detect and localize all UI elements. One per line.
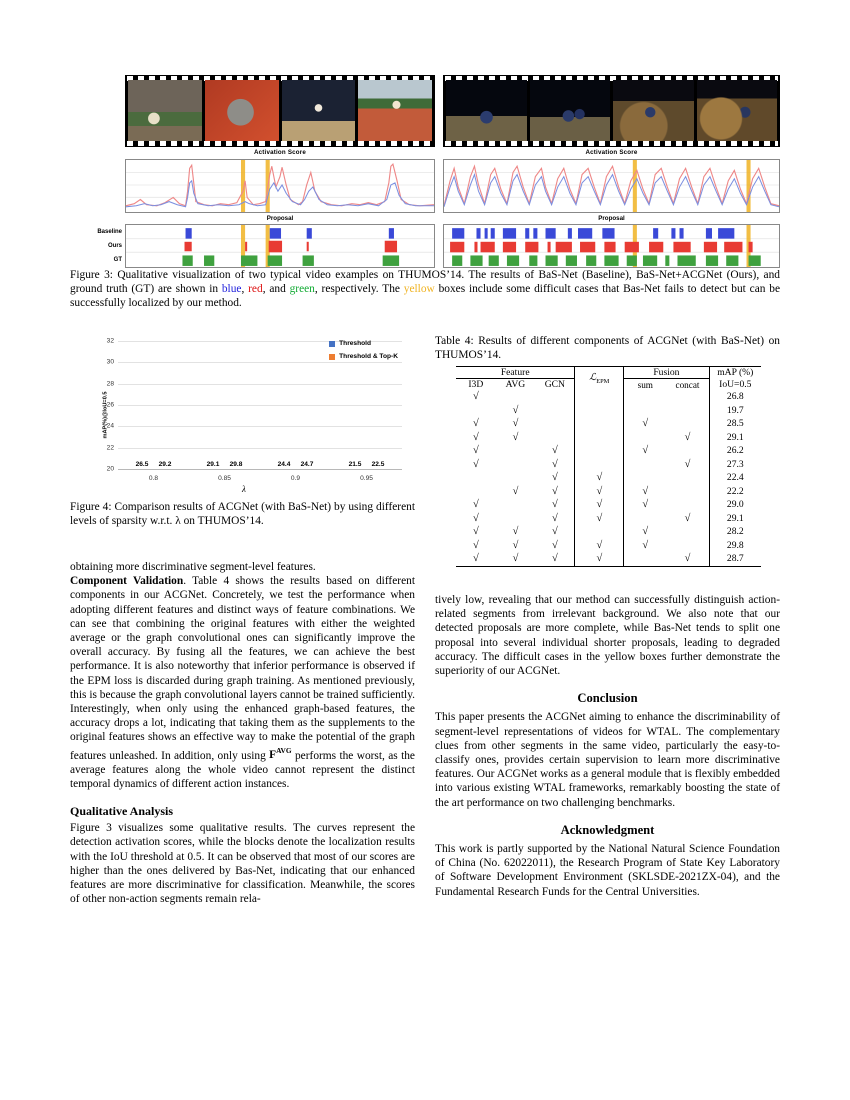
cell-concat — [666, 471, 709, 485]
chart-y-tick: 26 — [106, 401, 114, 409]
cell-map-value: 22.4 — [709, 471, 761, 485]
left-column-text — [70, 560, 415, 906]
cell-map-value: 29.0 — [709, 498, 761, 512]
checkmark-icon: √ — [684, 431, 691, 443]
chart-y-tick: 22 — [106, 444, 114, 452]
chart-bar-value: 26.5 — [135, 461, 149, 468]
video-frame — [530, 80, 611, 142]
proposal-title: Proposal — [266, 215, 294, 222]
cell-sum — [624, 512, 667, 526]
table-4-caption: Table 4: Results of different components of ACGNet (with BaS-Net) on THUMOS’14. — [435, 335, 780, 362]
header-group-fusion: Fusion — [624, 367, 709, 379]
fig3-caption-red: red — [248, 283, 263, 296]
chart-y-tick: 32 — [106, 337, 114, 345]
cell-map-value: 26.8 — [709, 390, 761, 404]
checkmark-icon: √ — [684, 553, 691, 564]
qualitative-analysis-heading: Qualitative Analysis — [70, 804, 174, 819]
figure-4-caption: Figure 4: Comparison results of ACGNet (with BaS-Net) by using different levels of sparsity w.r.t. λ on THUMOS’14. — [70, 501, 415, 528]
cell-sum — [624, 404, 667, 418]
header-group-map: mAP (%) — [709, 367, 761, 379]
cell-map-value: 22.2 — [709, 485, 761, 499]
cell-gcn — [535, 498, 575, 512]
cell-map-value: 29.1 — [709, 512, 761, 526]
cell-avg — [496, 431, 536, 445]
activation-score-plot-left — [125, 149, 435, 213]
cell-map-value: 19.7 — [709, 404, 761, 418]
checkmark-icon: √ — [642, 485, 649, 497]
header-i3d: I3D — [468, 379, 484, 390]
chart-bar-value: 24.7 — [300, 461, 314, 468]
proposal-row-labels — [74, 225, 122, 267]
chart-y-tick: 30 — [106, 358, 114, 366]
legend-label: Threshold — [339, 340, 372, 347]
proposal-plot-right — [443, 215, 780, 268]
cell-avg — [496, 471, 536, 485]
cell-i3d — [456, 539, 496, 553]
checkmark-icon: √ — [551, 526, 558, 537]
cell-avg — [496, 485, 536, 499]
header-iou: IoU=0.5 — [709, 379, 761, 391]
component-validation-heading: Component Validation — [70, 575, 184, 588]
checkmark-icon: √ — [551, 485, 558, 497]
fig3-caption-yellow: yellow — [403, 283, 435, 296]
cell-i3d — [456, 417, 496, 431]
chart-x-tick: 0.85 — [218, 475, 231, 482]
para-acknowledgment: This work is partly supported by the National Natural Science Foundation of China (No. 62022011), the Research Program of State Key Laboratory of Software Development Environment (SKLSDE-2021ZX-04), and the Fundamental Research Funds for the Central Universities. — [435, 843, 780, 898]
checkmark-icon: √ — [551, 553, 558, 564]
activation-score-title: Activation Score — [253, 149, 307, 156]
cell-map-value: 28.5 — [709, 417, 761, 431]
cell-map-value: 29.8 — [709, 539, 761, 553]
table-row — [456, 525, 761, 539]
table-row — [456, 552, 761, 566]
filmstrip-right — [443, 75, 780, 147]
cell-gcn — [535, 512, 575, 526]
cell-gcn — [535, 417, 575, 431]
checkmark-icon: √ — [472, 512, 479, 524]
cell-i3d — [456, 552, 496, 566]
video-frame — [697, 80, 778, 142]
chart-x-axis-label: λ — [242, 484, 246, 494]
checkmark-icon: √ — [642, 499, 649, 510]
cell-avg — [496, 539, 536, 553]
checkmark-icon: √ — [642, 539, 649, 551]
chart-bar-value: 21.5 — [348, 461, 362, 468]
cell-sum — [624, 431, 667, 445]
video-frame — [205, 80, 279, 142]
fig3-caption-sep2: , and — [262, 283, 290, 296]
cell-sum — [624, 471, 667, 485]
checkmark-icon: √ — [596, 472, 603, 483]
fig3-caption-part2: , respectively. The — [314, 283, 404, 296]
chart-y-axis-label: mAP(%)@IoU=0.5 — [102, 391, 109, 439]
fig3-caption-blue: blue — [221, 283, 242, 296]
cell-i3d — [456, 390, 496, 404]
cell-i3d — [456, 444, 496, 458]
checkmark-icon: √ — [596, 553, 603, 564]
cell-sum — [624, 552, 667, 566]
cell-gcn — [535, 471, 575, 485]
checkmark-icon: √ — [472, 526, 479, 537]
fig3-caption-sep1: , — [241, 283, 249, 296]
header-sum: sum — [624, 379, 667, 391]
cell-avg — [496, 444, 536, 458]
table-4 — [456, 366, 761, 567]
acknowledgment-heading: Acknowledgment — [560, 822, 655, 837]
checkmark-icon: √ — [512, 431, 519, 443]
cell-sum — [624, 458, 667, 472]
cell-concat — [666, 431, 709, 445]
filmstrip-left — [125, 75, 435, 147]
cell-map-value: 28.2 — [709, 525, 761, 539]
cell-avg — [496, 404, 536, 418]
cell-concat — [666, 552, 709, 566]
table-row — [456, 444, 761, 458]
table-row — [456, 431, 761, 445]
cell-avg — [496, 417, 536, 431]
checkmark-icon: √ — [472, 553, 479, 564]
cell-concat — [666, 390, 709, 404]
video-frame — [282, 80, 356, 142]
cell-concat — [666, 404, 709, 418]
cell-i3d — [456, 525, 496, 539]
chart-y-tick: 28 — [106, 380, 114, 388]
legend-swatch-icon — [329, 354, 335, 360]
chart-x-tick: 0.95 — [360, 475, 373, 482]
cell-sum — [624, 444, 667, 458]
checkmark-icon: √ — [642, 526, 649, 537]
video-frame — [358, 80, 432, 142]
favg-symbol: $F^{AVG}$ — [269, 746, 292, 762]
checkmark-icon: √ — [596, 499, 603, 510]
cell-gcn — [535, 485, 575, 499]
table-row — [456, 390, 761, 404]
cell-sum — [624, 417, 667, 431]
conclusion-heading: Conclusion — [577, 691, 638, 706]
activation-score-title: Activation Score — [585, 149, 638, 156]
checkmark-icon: √ — [596, 485, 603, 497]
chart-bar-value: 29.1 — [206, 461, 220, 468]
chart-x-tick-labels — [118, 475, 402, 482]
cell-concat — [666, 444, 709, 458]
fig3-caption-green: green — [289, 283, 315, 296]
cell-concat — [666, 458, 709, 472]
chart-bar-value: 22.5 — [371, 461, 385, 468]
proposal-plot-left — [97, 215, 435, 268]
cell-concat — [666, 498, 709, 512]
header-concat: concat — [675, 379, 700, 390]
cell-epm — [575, 458, 624, 472]
cell-gcn — [535, 539, 575, 553]
para-right-continued: tively low, revealing that our method can successfully distinguish action-related segments from irrelevant background. We also note that our detected proposals are more complete, while Bas-Net tends to split one proposal into several individual shorter proposals, leading to degraded accuracy. The difficult cases in the yellow boxes further demonstrate the superiority of our ACGNet. — [435, 594, 780, 678]
cell-concat — [666, 539, 709, 553]
cell-epm — [575, 404, 624, 418]
chart-bar-value: 24.4 — [277, 461, 291, 468]
chart-y-tick: 20 — [106, 465, 114, 473]
checkmark-icon: √ — [472, 431, 479, 443]
legend-label: Threshold & Top-K — [339, 353, 398, 360]
cell-epm — [575, 498, 624, 512]
checkmark-icon: √ — [684, 458, 691, 470]
cell-epm — [575, 471, 624, 485]
cell-i3d — [456, 485, 496, 499]
checkmark-icon: √ — [512, 539, 519, 551]
cell-epm — [575, 417, 624, 431]
table-row — [456, 512, 761, 526]
checkmark-icon: √ — [642, 418, 649, 429]
cell-sum — [624, 390, 667, 404]
checkmark-icon: √ — [551, 472, 558, 483]
table-row — [456, 498, 761, 512]
header-group-loss: ℒ$_{EPM}$ — [575, 367, 624, 391]
cell-avg — [496, 458, 536, 472]
checkmark-icon: √ — [642, 445, 649, 456]
cell-sum — [624, 498, 667, 512]
chart-y-tick: 24 — [106, 422, 114, 430]
cell-concat — [666, 525, 709, 539]
cell-i3d — [456, 498, 496, 512]
checkmark-icon: √ — [512, 404, 519, 416]
video-frame — [446, 80, 527, 142]
table-row — [456, 458, 761, 472]
checkmark-icon: √ — [512, 553, 519, 564]
cell-avg — [496, 552, 536, 566]
para-component-validation: Component Validation. Table 4 shows the results based on different components in our ACGNet. Concretely, we test the performance when adopting different features and distinct ways of feature combinations. We can see that combining the original features with either the weighted average or the graph convolutional ones can significantly improve the overall accuracy. By fusing all the features, we can achieve the best performance. It is also noteworthy that inferior performance is observed if the EPM loss is discarded during graph training. As mentioned previously, this is because the graph convolutional layers cannot be trained sufficiently. Interestingly, when only using the enhanced graph-based features, the accuracy drops a lot, indicating that taking them as the supplements to the original features shows an effective way to make the potential of the graph features unleashed. In addition, only using $F^{AVG}$ performs the worst, as the average features along the whole video cannot represent the distinct temporal dynamics of different action instances. — [70, 575, 415, 790]
checkmark-icon: √ — [551, 499, 558, 510]
row-label-ours: Ours — [107, 243, 122, 249]
checkmark-icon: √ — [472, 391, 479, 402]
cell-gcn — [535, 444, 575, 458]
figure-3 — [97, 75, 780, 268]
proposal-title: Proposal — [598, 215, 625, 222]
checkmark-icon: √ — [551, 445, 558, 456]
legend-item-threshold — [329, 340, 398, 347]
cell-i3d — [456, 458, 496, 472]
chart-x-axis — [118, 469, 402, 470]
table-row — [456, 417, 761, 431]
cell-gcn — [535, 404, 575, 418]
legend-swatch-icon — [329, 341, 335, 347]
cell-i3d — [456, 512, 496, 526]
header-gcn: GCN — [544, 379, 565, 390]
checkmark-icon: √ — [512, 485, 519, 497]
fig3-caption-part1: Figure 3: Qualitative visualization of two typical video examples on THUMOS’14. The results of BaS-Net (Baseline), BaS-Net+ACGNet (Ours), and ground truth (GT) are shown in — [70, 269, 780, 296]
cell-i3d — [456, 404, 496, 418]
checkmark-icon: √ — [551, 539, 558, 551]
checkmark-icon: √ — [551, 458, 558, 470]
cell-map-value: 29.1 — [709, 431, 761, 445]
chart-legend — [329, 340, 398, 366]
table-header — [456, 367, 761, 391]
checkmark-icon: √ — [512, 418, 519, 429]
chart-bar-value: 29.2 — [158, 461, 172, 468]
cell-map-value: 28.7 — [709, 552, 761, 566]
para-qualitative: Figure 3 visualizes some qualitative results. The curves represent the detection activation scores, while the blocks denote the localization results with the IoU threshold at 0.5. It can be observed that most of our scores are higher than the ones delivered by Bas-Net, indicating that our enhanced features are more discriminative for classification. Meanwhile, the scores of other non-action segments remain rela- — [70, 822, 415, 906]
cell-epm — [575, 485, 624, 499]
fig3-caption-part3: boxes include some difficult cases that Bas-Net fails to detect but can be successfully localized by our method. — [70, 283, 780, 310]
cell-avg — [496, 525, 536, 539]
cell-gcn — [535, 458, 575, 472]
row-label-gt: GT — [113, 257, 122, 263]
right-column-text — [435, 593, 780, 899]
cell-epm — [575, 512, 624, 526]
cell-sum — [624, 485, 667, 499]
checkmark-icon: √ — [472, 539, 479, 551]
cell-avg — [496, 512, 536, 526]
cell-epm — [575, 444, 624, 458]
figure-4-chart — [84, 336, 404, 494]
cell-concat — [666, 512, 709, 526]
cell-sum — [624, 525, 667, 539]
figure3-right-example — [443, 75, 780, 268]
table-row — [456, 404, 761, 418]
cell-sum — [624, 539, 667, 553]
cell-map-value: 26.2 — [709, 444, 761, 458]
cell-avg — [496, 390, 536, 404]
chart-x-tick: 0.8 — [148, 475, 159, 482]
cell-map-value: 27.3 — [709, 458, 761, 472]
cell-i3d — [456, 471, 496, 485]
table-row — [456, 471, 761, 485]
table-body — [456, 390, 761, 566]
cell-epm — [575, 431, 624, 445]
figure-3-caption — [70, 268, 780, 311]
cell-concat — [666, 485, 709, 499]
table-row — [456, 539, 761, 553]
cell-gcn — [535, 552, 575, 566]
checkmark-icon: √ — [472, 418, 479, 429]
video-frame — [613, 80, 694, 142]
cell-gcn — [535, 525, 575, 539]
cell-gcn — [535, 431, 575, 445]
header-group-feature: Feature — [456, 367, 575, 379]
checkmark-icon: √ — [596, 512, 603, 524]
checkmark-icon: √ — [596, 539, 603, 551]
table-row — [456, 485, 761, 499]
chart-x-tick: 0.9 — [290, 475, 301, 482]
cell-epm — [575, 390, 624, 404]
cell-avg — [496, 498, 536, 512]
header-avg: AVG — [505, 379, 526, 390]
para-conclusion: This paper presents the ACGNet aiming to enhance the discriminability of segment-level representations of videos for WTAL. The complementary clues from other segments in the same video, particularly the easy-to-classify ones, provides certain supervision to learn more discriminative features. Our ACGNet works as a general module that is flexibly embedded into various existing WTAL frameworks, remarkably boosting the state of the art performance on two challenging benchmarks. — [435, 711, 780, 809]
cell-gcn — [535, 390, 575, 404]
video-frame — [128, 80, 202, 142]
activation-score-plot-right — [443, 149, 780, 213]
cell-epm — [575, 539, 624, 553]
para-lead: obtaining more discriminative segment-level features. — [70, 561, 316, 573]
checkmark-icon: √ — [472, 499, 479, 510]
checkmark-icon: √ — [472, 445, 479, 456]
checkmark-icon: √ — [472, 458, 479, 470]
row-label-baseline: Baseline — [97, 229, 122, 235]
legend-item-threshold-topk — [329, 353, 398, 360]
checkmark-icon: √ — [551, 512, 558, 524]
checkmark-icon: √ — [512, 526, 519, 537]
cell-epm — [575, 525, 624, 539]
figure3-left-example — [97, 75, 435, 268]
cell-epm — [575, 552, 624, 566]
cell-concat — [666, 417, 709, 431]
checkmark-icon: √ — [684, 512, 691, 524]
cell-i3d — [456, 431, 496, 445]
chart-bar-value: 29.8 — [229, 461, 243, 468]
